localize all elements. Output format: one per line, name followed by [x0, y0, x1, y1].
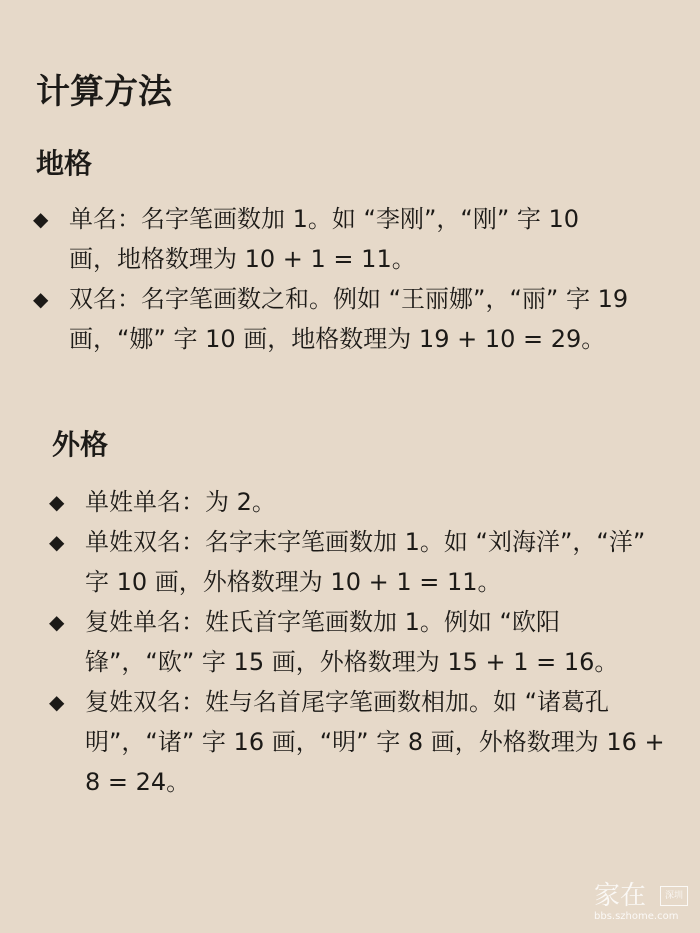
diamond-bullet-icon: ◆ [33, 207, 49, 231]
list-item-text: 复姓单名：姓氏首字笔画数加 1。例如 “欧阳锋”，“欧” 字 15 画，外格数理为 15 + 1 = 16。 [85, 608, 619, 676]
section-heading-waige: 外格 [52, 428, 109, 461]
list-item-text: 复姓双名：姓与名首尾字笔画数相加。如 “诸葛孔明”，“诸” 字 16 画，“明” 字 8 画，外格数理为 16 + 8 = 24。 [85, 688, 665, 796]
watermark-text: 家在 [594, 881, 647, 911]
list-item [33, 199, 633, 279]
diamond-bullet-icon: ◆ [49, 490, 65, 514]
site-watermark [592, 881, 692, 925]
watermark-badge: 深圳 [660, 886, 688, 906]
watermark-url: bbs.szhome.com [594, 911, 679, 922]
diamond-bullet-icon: ◆ [49, 530, 65, 554]
section-heading-diige: 地格 [36, 147, 93, 180]
section-list-diige [33, 199, 633, 359]
list-item-text: 单名：名字笔画数加 1。如 “李刚”，“刚” 字 10 画，地格数理为 10 + 1 = 11。 [69, 205, 580, 273]
list-item-text: 单姓双名：名字末字笔画数加 1。如 “刘海洋”，“洋” 字 10 画，外格数理为 10 + 1 = 11。 [85, 528, 646, 596]
list-item [49, 522, 669, 602]
diamond-bullet-icon: ◆ [49, 610, 65, 634]
list-item-text: 双名：名字笔画数之和。例如 “王丽娜”，“丽” 字 19 画，“娜” 字 10 画，地格数理为 19 + 10 = 29。 [69, 285, 629, 353]
section-list-waige [49, 482, 669, 802]
list-item [49, 682, 669, 802]
diamond-bullet-icon: ◆ [49, 690, 65, 714]
list-item [33, 279, 633, 359]
diamond-bullet-icon: ◆ [33, 287, 49, 311]
list-item [49, 602, 669, 682]
page-title: 计算方法 [36, 72, 172, 112]
list-item-text: 单姓单名：为 2。 [85, 488, 276, 516]
list-item [49, 482, 669, 522]
